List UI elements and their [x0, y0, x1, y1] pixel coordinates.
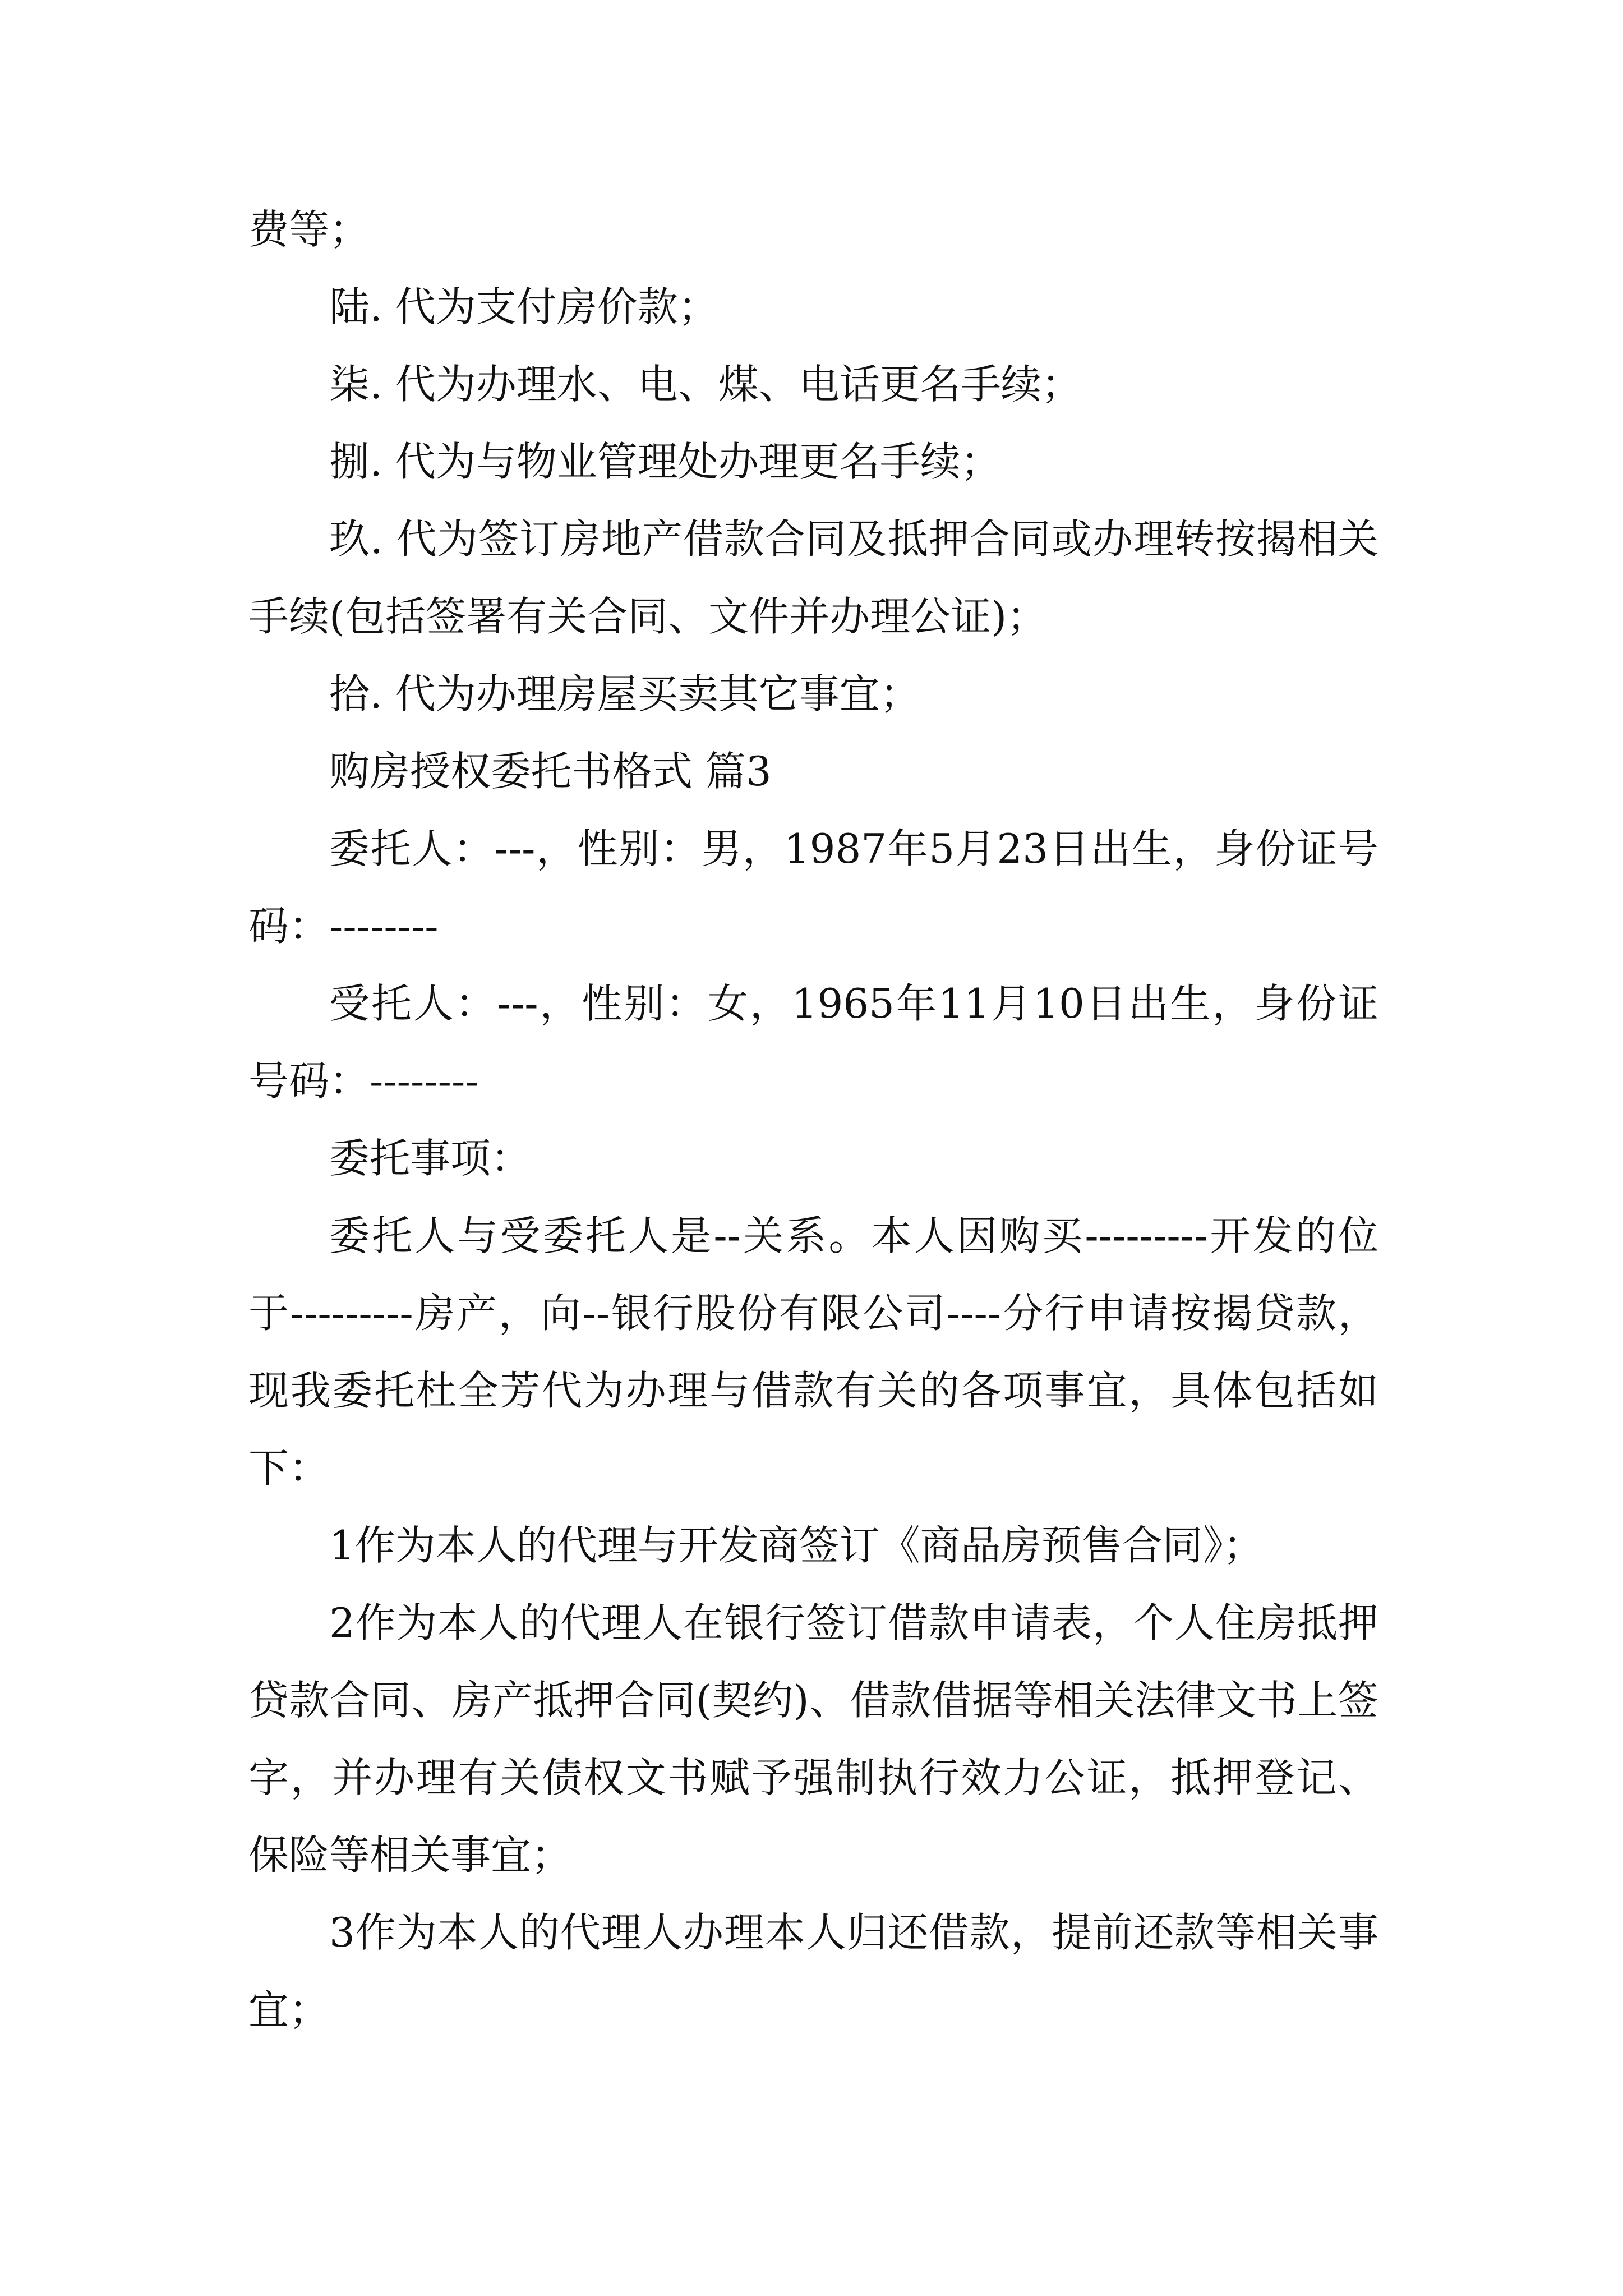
document-page: [248, 191, 1378, 2049]
agent-info: 受托人：---，性别：女，1965年11月10日出生，身份证号码：--------: [248, 980, 1378, 1105]
item-8-property-management-rename: 捌. 代为与物业管理处办理更名手续；: [329, 438, 1001, 485]
scope-item-3: 3作为本人的代理人办理本人归还借款，提前还款等相关事宜；: [248, 1909, 1378, 2033]
item-7-utilities-rename: 柒. 代为办理水、电、煤、电话更名手续；: [329, 361, 1082, 408]
scope-item-1: 1作为本人的代理与开发商签订《商品房预售合同》；: [329, 1522, 1264, 1569]
entrusted-matters-label: 委托事项：: [329, 1135, 532, 1182]
item-6-pay-price: 陆. 代为支付房价款；: [329, 283, 718, 330]
principal-info: 委托人：---，性别：男，1987年5月23日出生，身份证号码：--------: [248, 825, 1378, 950]
item-10-other-matters: 拾. 代为办理房屋买卖其它事宜；: [329, 670, 920, 717]
section-heading: 购房授权委托书格式 篇3: [329, 748, 772, 795]
entrustment-description: 委托人与受委托人是--关系。本人因购买---------开发的位于---------房产，向--银行股份有限公司----分行申请按揭贷款，现我委托杜全芳代为办理与借款有关的各项事宜，具体包括如下：: [248, 1212, 1378, 1492]
paragraph-continuation: 费等；: [248, 206, 370, 253]
scope-item-2: 2作为本人的代理人在银行签订借款申请表，个人住房抵押贷款合同、房产抵押合同(契约)、借款借据等相关法律文书上签字，并办理有关债权文书赋予强制执行效力公证，抵押登记、保险等相关事宜；: [248, 1599, 1378, 1879]
item-9-loan-contract: 玖. 代为签订房地产借款合同及抵押合同或办理转按揭相关手续(包括签署有关合同、文件并办理公证)；: [248, 516, 1378, 640]
